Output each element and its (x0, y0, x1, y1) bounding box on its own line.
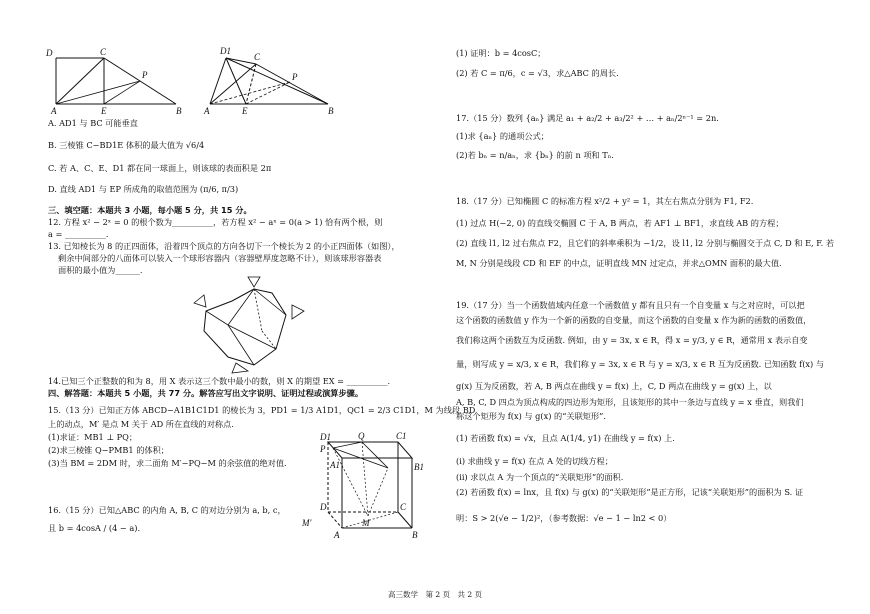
section-solutions-heading: 四、解答题：本题共 5 小题，共 77 分。解答应写出文字说明、证明过程或演算步骤。 (48, 388, 364, 398)
question-19-line5: g(x) 互为反函数，若 A, B 两点在曲线 y = f(x) 上，C, D 两点在曲线 y = g(x) 上，以 (456, 381, 772, 391)
fig1-label-A: A (51, 106, 57, 116)
question-19-line3: 我们称这两个函数互为反函数. 例如，由 y = 3x, x ∈ R，得 x = y/3, y ∈ R，通常用 x 表示自变 (456, 335, 808, 345)
choice-d: D. 直线 AD1 与 EP 所成角的取值范围为 (π/6, π/3) (48, 184, 239, 194)
question-15-line1: 15.（13 分）已知正方体 ABCD−A1B1C1D1 的棱长为 3，PD1 = 1/3 A1D1，QC1 = 2/3 C1D1，M 为线段 BD (48, 405, 476, 415)
fig2-label-P: P (292, 72, 298, 82)
question-16-part2: (2) 若 C = π/6，c = √3，求△ABC 的周长. (456, 68, 619, 78)
question-19-part2: (2) 若函数 f(x) = lnx，且 f(x) 与 g(x) 的“关联矩形”是正方形，记该“关联矩形”的面积为 S. 证 (456, 487, 804, 497)
question-15-part3: (3)当 BM = 2DM 时，求二面角 M′−PQ−M 的余弦值的绝对值. (48, 458, 287, 468)
question-12-cont: a = __________. (48, 229, 109, 239)
fig3-label-P: P (320, 444, 326, 454)
question-19-line7: 称这个矩形为 f(x) 与 g(x) 的“关联矩形”. (456, 411, 606, 421)
question-17-part2: (2)若 bₙ = n/aₙ，求 {bₙ} 的前 n 项和 Tₙ. (456, 150, 614, 160)
fig1-label-P: P (142, 70, 148, 80)
fig2-label-C: C (254, 52, 261, 62)
fig1-label-D: D (46, 48, 53, 58)
question-13-line3: 面积的最小值为______. (58, 265, 143, 275)
page-footer: 高三数学 第 2 页 共 2 页 (387, 590, 483, 599)
question-18-part2: (2) 直线 l1, l2 过右焦点 F2，且它们的斜率乘积为 −1/2，设 l1, l2 分别与椭圆交于点 C, D 和 E, F. 若 (456, 238, 835, 248)
question-17-line1: 17.（15 分）数列 {aₙ} 满足 a₁ + a₂/2 + a₃/2² + … + aₙ/2ⁿ⁻¹ = 2n. (456, 113, 719, 123)
fig3-label-A1: A1 (330, 460, 340, 470)
question-18-part1: (1) 过点 H(−2, 0) 的直线交椭圆 C 于 A, B 两点，若 AF1 ⊥ BF1，求直线 AB 的方程； (456, 218, 784, 228)
fig3-label-D: D (320, 502, 327, 512)
question-13-line1: 13. 已知棱长为 8 的正四面体，沿着四个顶点的方向各切下一个棱长为 2 的小正四面体（如图）， (48, 241, 400, 251)
question-12: 12. 方程 x² − 2ˣ = 0 的根个数为__________，若方程 x² − aˣ = 0(a > 1) 恰有两个根，则 (48, 217, 383, 227)
fig3-label-C1: C1 (396, 431, 407, 441)
question-19-line6: A, B, C, D 四点为顶点构成的四边形为矩形，且该矩形的其中一条边与直线 y = x 垂直，则我们 (456, 397, 804, 407)
figure-cube (298, 430, 424, 540)
fig2-label-D1: D1 (220, 46, 231, 56)
question-15-part1: (1)求证：MB1 ⊥ PQ； (48, 432, 138, 442)
fig3-label-B: B (412, 530, 418, 540)
question-19-part1-ii: (ii) 求以点 A 为一个顶点的“关联矩形”的面积. (456, 472, 624, 482)
fig3-label-A: A (334, 530, 340, 540)
fig1-label-B: B (176, 106, 182, 116)
fig3-label-C: C (400, 502, 407, 512)
question-16-line2: 且 b = 4cosA / (4 − a). (48, 523, 141, 533)
choice-c: C. 若 A、C、E、D1 都在同一球面上，则该球的表面积是 2π (48, 163, 272, 173)
fig2-label-B: B (328, 106, 334, 116)
fig3-label-M: M (362, 518, 370, 528)
question-19-line4: 量，则写成 y = x/3, x ∈ R，我们称 y = 3x, x ∈ R 与 y = x/3, x ∈ R 互为反函数. 已知函数 f(x) 与 (456, 359, 825, 369)
figure-octahedron (192, 275, 332, 375)
choice-a: A. AD1 与 BC 可能垂直 (48, 118, 138, 128)
fig2-label-E: E (242, 106, 248, 116)
question-16-part1: (1) 证明：b = 4cosC； (456, 48, 546, 58)
fig1-label-C: C (100, 47, 107, 57)
question-15-line2: 上的动点，M′ 是点 M 关于 AD 所在直线的对称点. (48, 419, 234, 429)
question-13-line2: 剩余中间部分的八面体可以装入一个球形容器内（容器壁厚度忽略不计），则该球形容器表 (58, 253, 382, 263)
question-18-line1: 18.（17 分）已知椭圆 C 的标准方程 x²/2 + y² = 1，其左右焦点分别为 F1, F2. (456, 196, 754, 206)
question-18-part2-cont: M, N 分别是线段 CD 和 EF 的中点，证明直线 MN 过定点，并求△OMN 面积的最大值. (456, 258, 782, 268)
question-19-line1: 19.（17 分）当一个函数值域内任意一个函数值 y 都有且只有一个自变量 x 与之对应时，可以把 (456, 300, 805, 310)
figure-trapezoid (48, 48, 188, 118)
fig3-label-D1: D1 (320, 432, 331, 442)
fig2-label-A: A (204, 106, 210, 116)
fig3-label-B1: B1 (414, 462, 424, 472)
figure-folded (204, 46, 344, 116)
question-19-part1: (1) 若函数 f(x) = √x，且点 A(1/4, y1) 在曲线 y = f(x) 上. (456, 433, 675, 443)
question-17-part1: (1)求 {aₙ} 的通项公式； (456, 131, 549, 141)
section-fill-in-heading: 三、填空题：本题共 3 小题，每小题 5 分，共 15 分。 (48, 205, 252, 215)
fig3-label-Q: Q (358, 431, 365, 441)
question-19-part1-i: (i) 求曲线 y = f(x) 在点 A 处的切线方程； (456, 456, 613, 466)
question-19-part2-cont: 明：S > 2(√e − 1/2)²，（参考数据：√e − 1 − ln2 < 0） (456, 513, 672, 523)
question-19-line2: 这个函数的函数值 y 作为一个新的函数的自变量，而这个函数的自变量 x 作为新的函数的函数值， (456, 315, 812, 325)
question-16-line1: 16.（15 分）已知△ABC 的内角 A, B, C 的对边分别为 a, b, c， (48, 505, 286, 515)
question-14: 14.已知三个正整数的和为 8，用 X 表示这三个数中最小的数，则 X 的期望 EX = __________. (48, 376, 391, 386)
question-15-part2: (2)求三棱锥 Q−PMB1 的体积； (48, 445, 169, 455)
fig3-label-Mprime: M′ (302, 518, 312, 528)
choice-b: B. 三棱锥 C−BD1E 体积的最大值为 √6/4 (48, 140, 205, 150)
fig1-label-E: E (101, 106, 107, 116)
